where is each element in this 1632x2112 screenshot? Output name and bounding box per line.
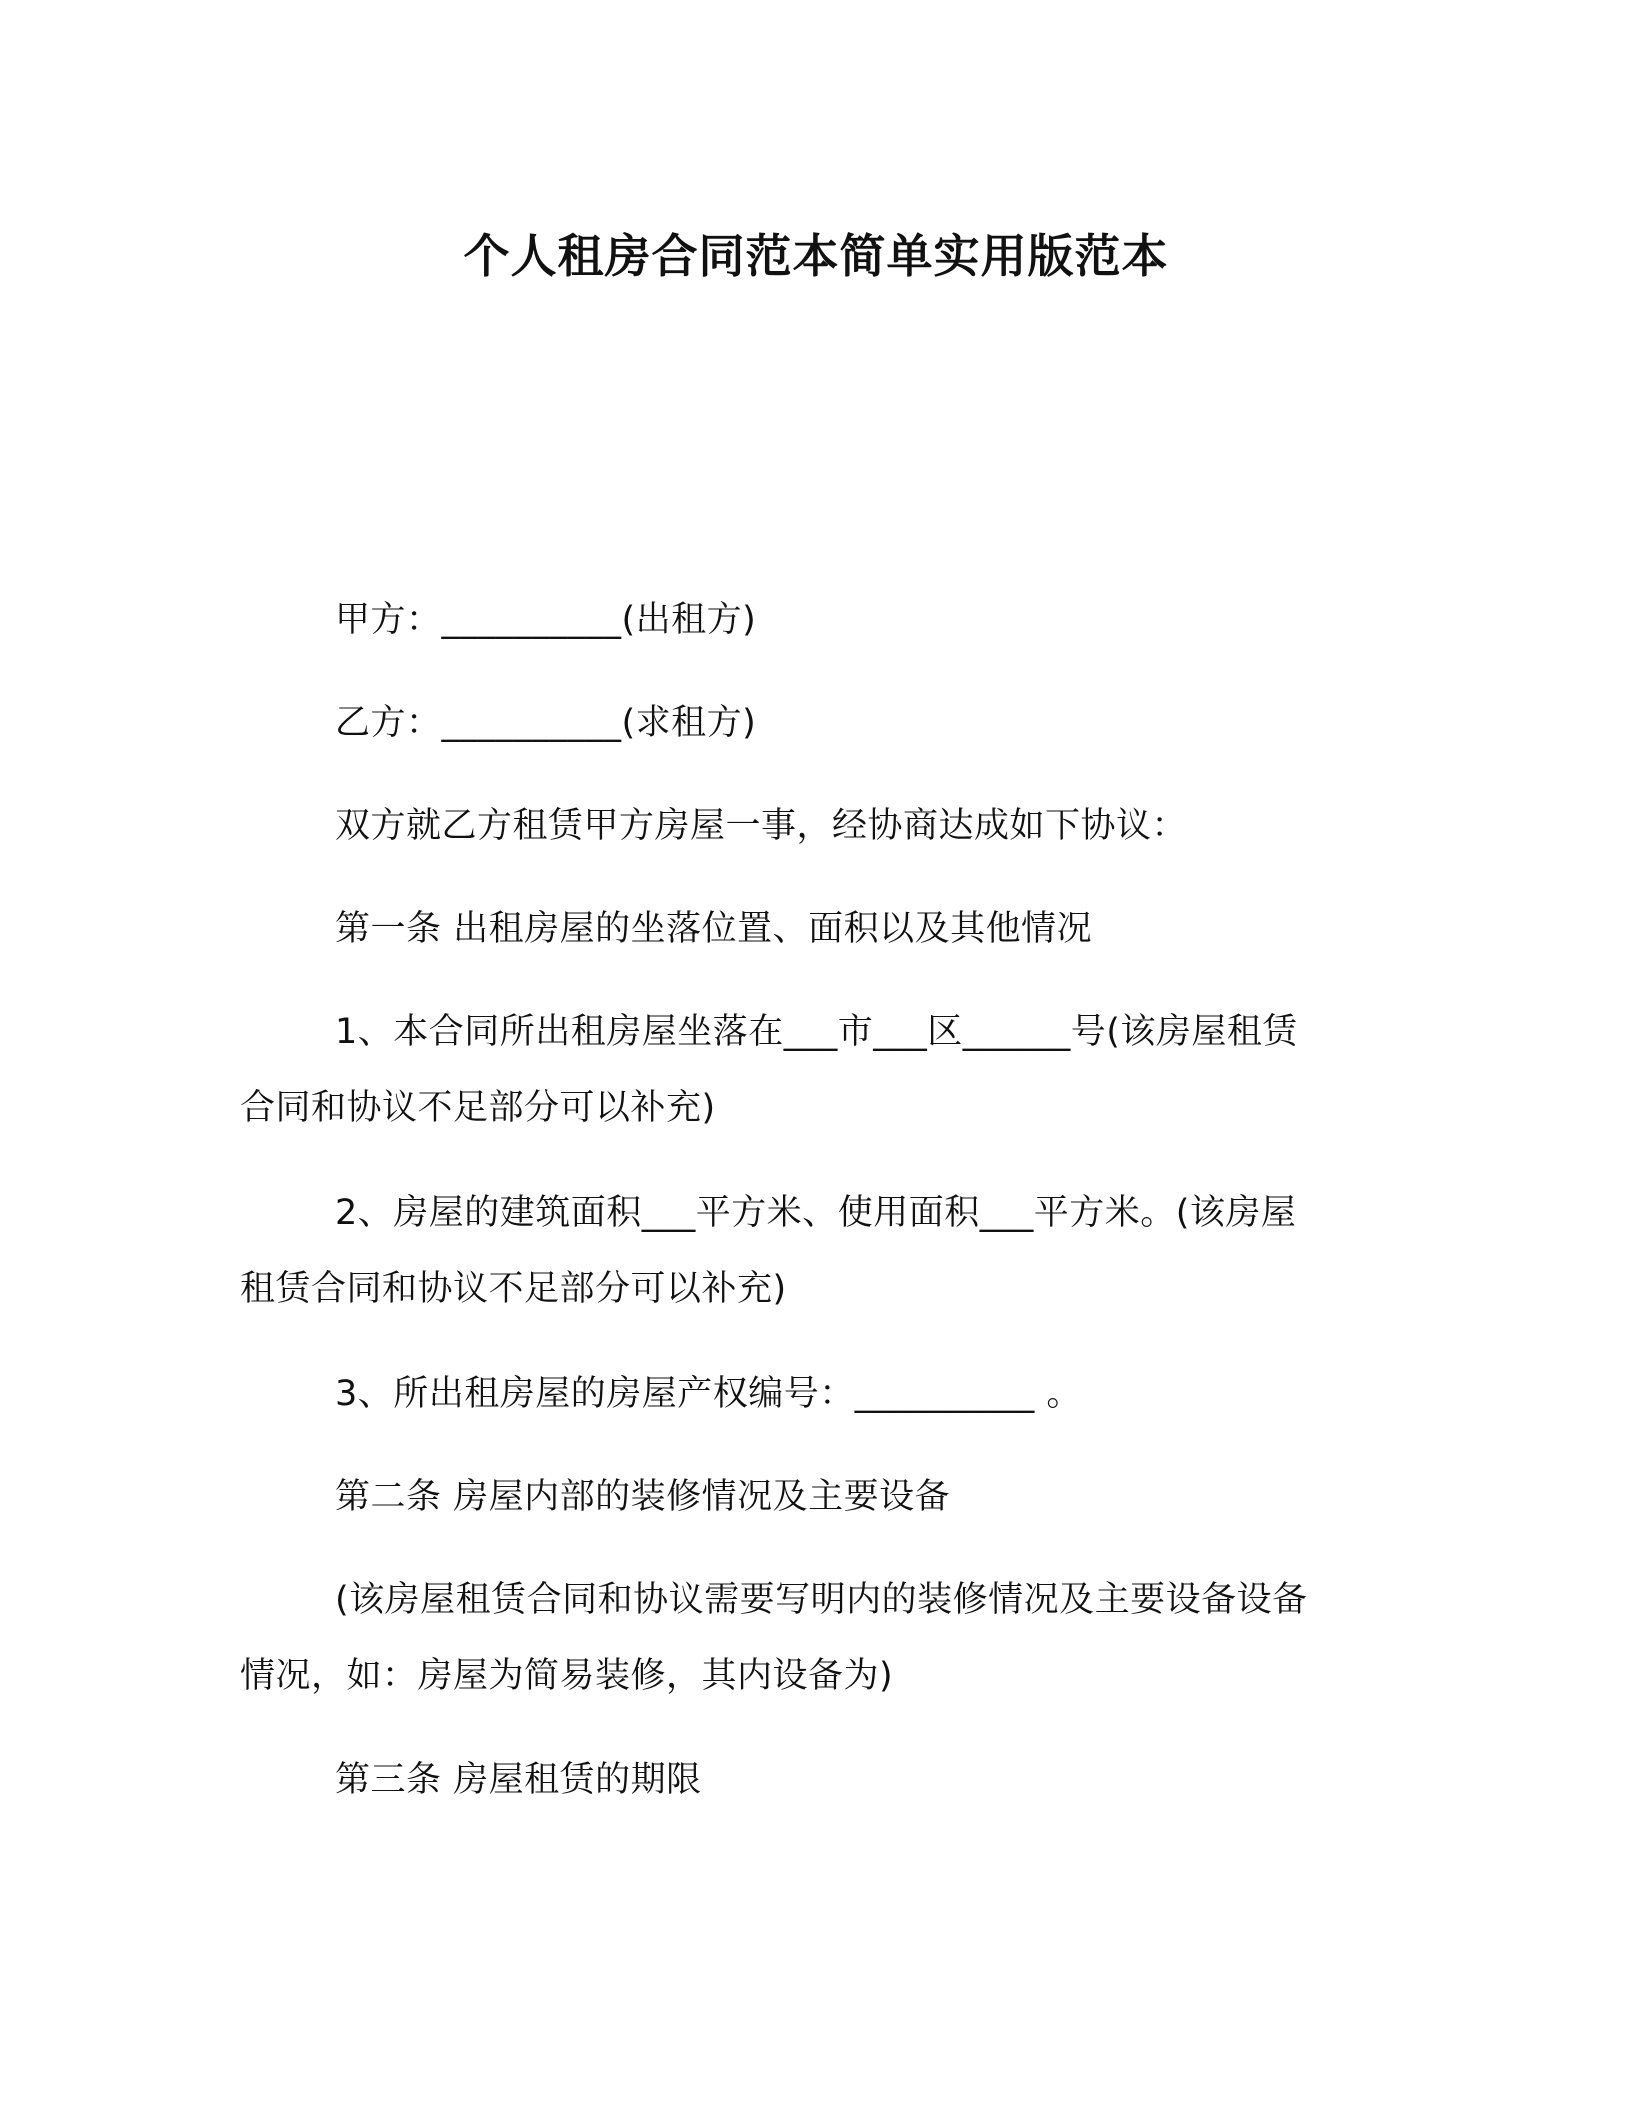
item-3-line: 3、所出租房屋的房屋产权编号：__________ 。: [335, 1374, 1082, 1414]
document-title: 个人租房合同范本简单实用版范本: [463, 229, 1169, 283]
article-2-note-line-1: (该房屋租赁合同和协议需要写明内的装修情况及主要设备设备: [335, 1580, 1308, 1620]
article-3-heading: 第三条 房屋租赁的期限: [335, 1760, 702, 1800]
intro-paragraph: 双方就乙方租赁甲方房屋一事，经协商达成如下协议：: [335, 806, 1188, 846]
party-a-line: 甲方：__________(出租方): [335, 600, 757, 640]
item-2-line-1: 2、房屋的建筑面积___平方米、使用面积___平方米。(该房屋: [335, 1193, 1297, 1233]
article-2-note-line-2: 情况，如：房屋为简易装修，其内设备为): [240, 1656, 894, 1696]
article-2-heading: 第二条 房屋内部的装修情况及主要设备: [335, 1477, 951, 1517]
item-1-line-2: 合同和协议不足部分可以补充): [240, 1088, 716, 1128]
item-2-line-2: 租赁合同和协议不足部分可以补充): [240, 1269, 787, 1309]
item-1-line-1: 1、本合同所出租房屋坐落在___市___区______号(该房屋租赁: [335, 1012, 1298, 1052]
article-1-heading: 第一条 出租房屋的坐落位置、面积以及其他情况: [335, 909, 1093, 949]
party-b-line: 乙方：__________(求租方): [335, 703, 757, 743]
